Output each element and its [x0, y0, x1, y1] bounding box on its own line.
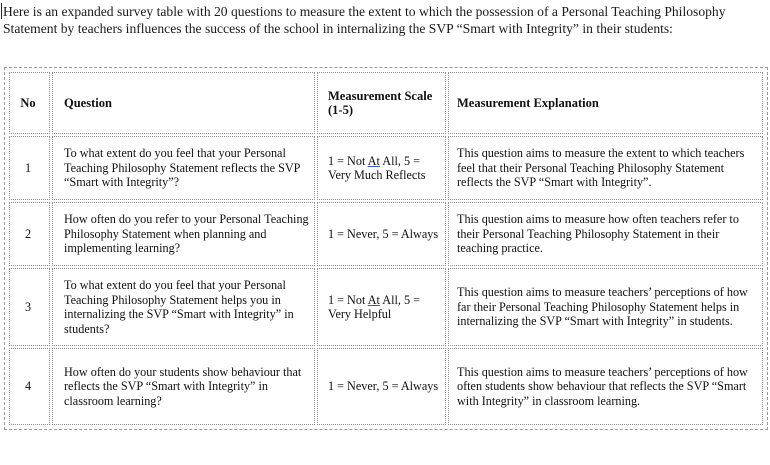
row-scale	[317, 268, 446, 346]
scale-text: 1 = Never, 5 = Always	[328, 226, 439, 241]
survey-table	[7, 70, 765, 427]
row-question: How often do your students show behaviour that reflects the SVP “Smart with Integrity” in classroom learning?	[52, 348, 315, 425]
table-row	[9, 348, 763, 425]
header-scale: Measurement Scale (1-5)	[317, 72, 446, 134]
row-question: To what extent do you feel that your Personal Teaching Philosophy Statement reflects the SVP “Smart with Integrity”?	[52, 136, 315, 200]
row-explanation: This question aims to measure teachers’ perceptions of how often students show behaviour that reflects the SVP “Smart with Integrity” in classroom learning.	[448, 348, 763, 425]
row-explanation: This question aims to measure how often teachers refer to their Personal Teaching Philosophy Statement in their teaching practice.	[448, 202, 763, 266]
scale-text: 1 = Not	[328, 153, 368, 168]
row-scale	[317, 202, 446, 266]
scale-text: 1 = Not	[328, 292, 368, 307]
table-row	[9, 202, 763, 266]
intro-paragraph: Here is an expanded survey table with 20 questions to measure the extent to which the possession of a Personal Teaching Philosophy Statement by teachers influences the success of the school in internalizing the SVP “Smart with Integrity” in their students:	[3, 4, 726, 36]
row-number: 1	[9, 136, 50, 200]
row-scale	[317, 348, 446, 425]
table-row	[9, 136, 763, 200]
row-explanation: This question aims to measure the extent to which teachers feel that their Personal Teaching Philosophy Statement reflects the SVP “Smart with Integrity”.	[448, 136, 763, 200]
scale-text: All, 5 = Very Much Reflects	[328, 153, 426, 182]
row-explanation: This question aims to measure teachers’ perceptions of how far their Personal Teaching Philosophy Statement helps in internalizing the SVP “Smart with Integrity” in students.	[448, 268, 763, 346]
row-scale	[317, 136, 446, 200]
header-no: No	[9, 72, 50, 134]
header-explanation: Measurement Explanation	[448, 72, 763, 134]
survey-table-container	[4, 67, 768, 430]
header-question: Question	[52, 72, 315, 134]
scale-text: All, 5 = Very Helpful	[328, 292, 420, 321]
row-number: 2	[9, 202, 50, 266]
scale-text: 1 = Never, 5 = Always	[328, 379, 439, 394]
scale-underlined: At	[367, 153, 380, 168]
row-question: To what extent do you feel that your Personal Teaching Philosophy Statement helps you in internalizing the SVP “Smart with Integrity” in students?	[52, 268, 315, 346]
row-number: 4	[9, 348, 50, 425]
table-header-row	[9, 72, 763, 134]
text-cursor	[1, 3, 2, 19]
scale-underlined: At	[367, 292, 380, 307]
row-question: How often do you refer to your Personal Teaching Philosophy Statement when planning and implementing learning?	[52, 202, 315, 266]
row-number: 3	[9, 268, 50, 346]
table-row	[9, 268, 763, 346]
